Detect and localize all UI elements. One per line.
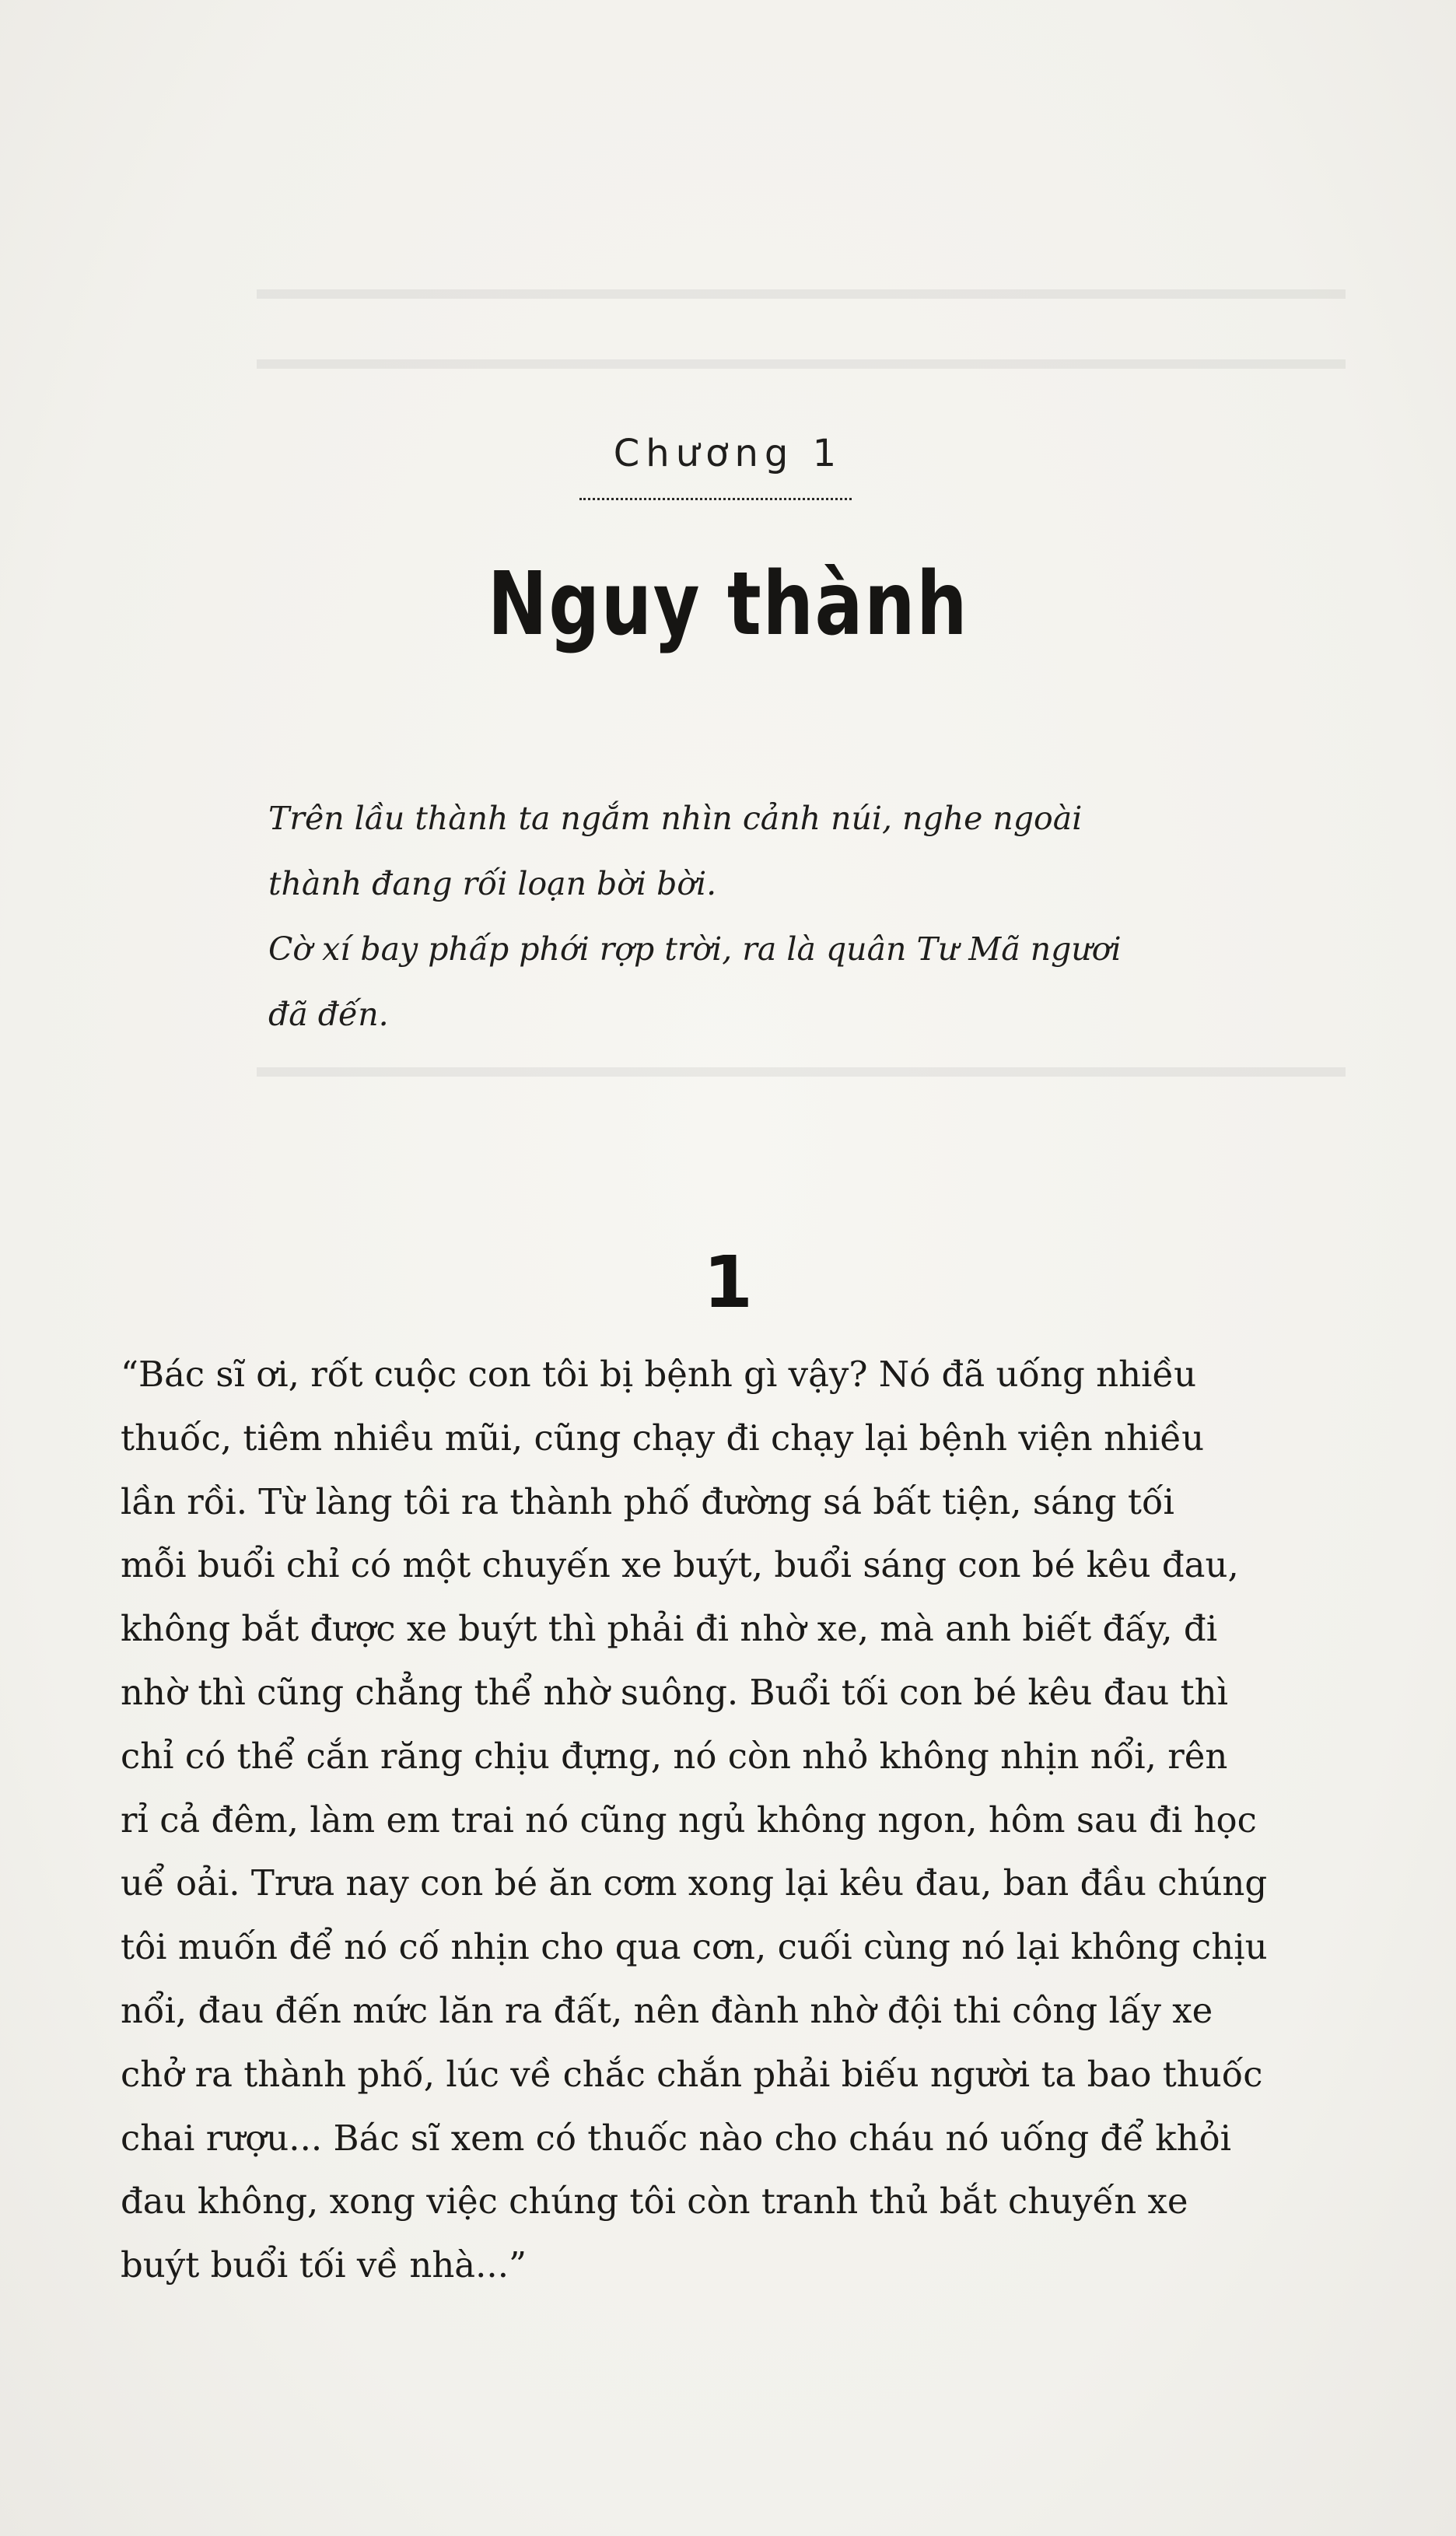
body-line: lần rồi. Từ làng tôi ra thành phố đường sá bất tiện, sáng tối [121,1480,1174,1522]
body-line: thuốc, tiêm nhiều mũi, cũng chạy đi chạy lại bệnh viện nhiều [121,1417,1205,1459]
epigraph-line: đã đến. [268,996,389,1033]
body-line: nổi, đau đến mức lăn ra đất, nên đành nhờ đội thi công lấy xe [121,1989,1213,2031]
body-line: chai rượu... Bác sĩ xem có thuốc nào cho cháu nó uống để khỏi [121,2117,1231,2159]
epigraph [268,786,1225,1047]
body-line: chỉ có thể cắn răng chịu đựng, nó còn nhỏ không nhịn nổi, rên [121,1735,1228,1777]
body-line: đau không, xong việc chúng tôi còn tranh thủ bắt chuyến xe [121,2180,1188,2223]
epigraph-line: Cờ xí bay phấp phới rợp trời, ra là quân Tư Mã ngươi [268,930,1122,968]
bleed-through-texture: ▬▬▬▬▬▬▬▬▬▬▬▬▬▬▬▬▬▬▬▬▬▬▬▬▬▬▬▬▬▬▬▬▬▬▬ [257,1049,1346,1084]
body-line: buýt buổi tối về nhà...” [121,2244,527,2286]
section-number: 1 [702,1241,753,1324]
epigraph-stanza [268,916,1225,1047]
epigraph-line: Trên lầu thành ta ngắm nhìn cảnh núi, nghe ngoài [268,800,1083,837]
body-line: “Bác sĩ ơi, rốt cuộc con tôi bị bệnh gì vậy? Nó đã uống nhiều [121,1354,1197,1395]
chapter-divider [579,498,852,500]
body-line: uể oải. Trưa nay con bé ăn cơm xong lại kêu đau, ban đầu chúng [121,1862,1268,1904]
body-line: không bắt được xe buýt thì phải đi nhờ xe, mà anh biết đấy, đi [121,1608,1218,1650]
chapter-label: Chương 1 [613,432,843,475]
epigraph-stanza [268,786,1225,916]
epigraph-line: thành đang rối loạn bời bời. [268,865,717,902]
chapter-title: Nguy thành [487,554,969,655]
body-line: rỉ cả đêm, làm em trai nó cũng ngủ không ngon, hôm sau đi học [121,1799,1257,1841]
body-line: mỗi buổi chỉ có một chuyến xe buýt, buổi sáng con bé kêu đau, [121,1544,1239,1586]
body-line: tôi muốn để nó cố nhịn cho qua cơn, cuối cùng nó lại không chịu [121,1926,1268,1968]
bleed-through-texture: ▬▬▬▬▬▬▬▬▬▬▬▬▬▬▬▬▬▬▬▬▬▬▬▬▬▬▬▬▬▬▬▬▬▬▬ [257,341,1346,376]
body-line: chở ra thành phố, lúc về chắc chắn phải biếu người ta bao thuốc [121,2053,1263,2095]
body-paragraph [121,1343,1330,2297]
body-line: nhờ thì cũng chẳng thể nhờ suông. Buổi tối con bé kêu đau thì [121,1671,1228,1713]
bleed-through-texture: ▬▬▬▬▬▬▬▬▬▬▬▬▬▬▬▬▬▬▬▬▬▬▬▬▬▬▬▬▬▬▬▬▬▬▬ [257,271,1346,306]
